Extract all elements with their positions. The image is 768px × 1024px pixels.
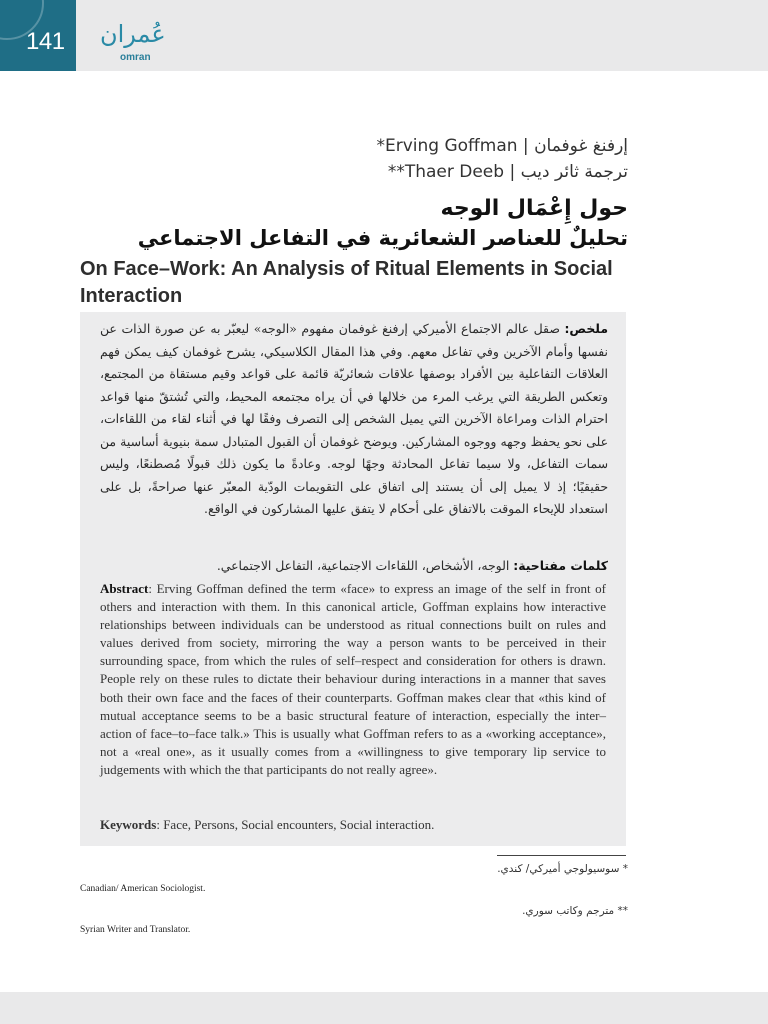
- footnote-2-english: Syrian Writer and Translator.: [80, 925, 191, 935]
- footnote-1-english: Canadian/ American Sociologist.: [80, 884, 206, 894]
- author-line: إرفنغ غوفمان | Erving Goffman*: [376, 136, 628, 156]
- abstract-arabic: [100, 318, 608, 521]
- footer-bar: [0, 992, 768, 1024]
- keywords-english: [100, 816, 606, 834]
- logo-latin-text: omran: [120, 52, 151, 63]
- logo-arabic-text: عُمران: [100, 20, 166, 48]
- keywords-arabic-label: كلمات مفتاحية:: [513, 558, 608, 573]
- footnote-1-arabic: * سوسيولوجي أميركي/ كندي.: [497, 863, 628, 875]
- footnote-2-arabic: ** مترجم وكاتب سوري.: [522, 905, 628, 917]
- translator-line: ترجمة ثائر ديب | Thaer Deeb**: [387, 162, 628, 182]
- abstract-english-label: Abstract: [100, 581, 149, 596]
- subtitle-arabic: تحليلٌ للعناصر الشعائرية في التفاعل الاجتماعي: [137, 226, 628, 250]
- page-number: 141: [26, 28, 65, 55]
- abstract-english: [100, 580, 606, 779]
- title-arabic: حول إِعْمَال الوجه: [440, 196, 628, 221]
- footnote-divider: [497, 855, 626, 856]
- keywords-arabic-text: الوجه، الأشخاص، اللقاءات الاجتماعية، التفاعل الاجتماعي.: [216, 558, 514, 573]
- abstract-arabic-text: صقل عالم الاجتماع الأميركي إرفنغ غوفمان مفهوم «الوجه» ليعبّر به عن صورة الذات عن نفسها وأمام الآخرين وفي تفاعل معهم. وفي هذا المقال الكلاسيكي، يشرح غوفمان كيف يمكن فهم العلاقات التفاعلية بين الأفراد بوصفها علاقات شعائريّة قائمة على قواعد وقيم مستقاة من المجتمع، وتعكس الطريقة التي يرغب المرء من خلالها في أن يراه مجتمعه المحيط، والتي تُشتقّ منها قواعد احترام الذات ومراعاة الآخرين التي يميل الشخص إلى التصرف وفقًا لها في أثناء لقاء من اللقاءات، على نحو يحفظ وجهه ووجوه المشاركين. ويوضح غوفمان أن القبول المتبادل سمة بنيوية أساسية من سمات التفاعل، ولا سيما تفاعل المحادثة وجهًا لوجه. وعادةً ما يكون ذلك قبولًا مُصطنعًا، وليس حقيقيًا؛ إذ لا يميل إلى أن يستند إلى اتفاق على التقويمات الودّية المعبّر عنها صراحةً، بل على استعداد للإيحاء الموقت بالاتفاق على أحكام لا يتفق عليها المشاركون في الواقع.: [100, 321, 608, 516]
- abstract-arabic-label: ملخص:: [564, 321, 608, 336]
- title-english: On Face–Work: An Analysis of Ritual Elements in Social Interaction: [80, 258, 613, 307]
- journal-logo: [92, 20, 182, 64]
- abstract-english-text: : Erving Goffman defined the term «face» to express an image of the self in front of others and interaction with them. In this canonical article, Goffman explains how interactive relationships between individuals can be understood as ritual connections built on rules and values derived from society, mirroring the way a person wants to be perceived in their surrounding space, from which the rules of self–respect and consideration for others is drawn. People rely on these rules to dictate their behaviour during interactions in a manner that saves both their own face and the faces of their counterparts. Goffman makes clear that «this kind of mutual acceptance seems to be a basic structural feature of interaction, especially the inter–action of face–to–face talk.» This is usually what Goffman refers to as a «working acceptance», not a «real one», as it usually comes from a «willingness to give temporary lip service to judgements with which the that participants do not really agree».: [100, 581, 606, 777]
- page-number-box: [0, 0, 76, 71]
- keywords-arabic: [100, 556, 608, 576]
- keywords-english-label: Keywords: [100, 817, 157, 832]
- keywords-english-text: : Face, Persons, Social encounters, Social interaction.: [156, 817, 435, 832]
